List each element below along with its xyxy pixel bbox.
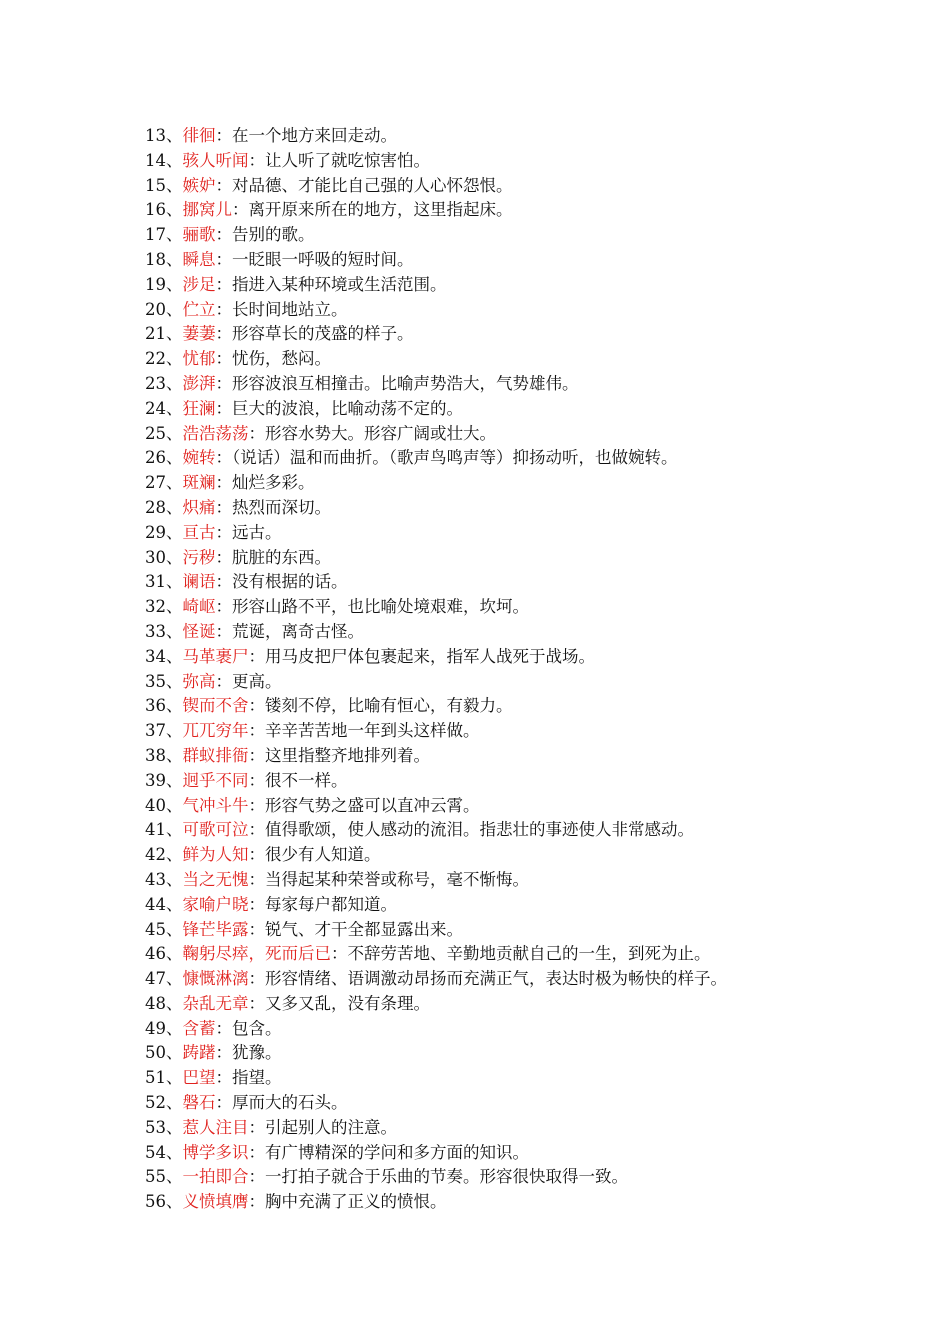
vocab-entry [145,1091,925,1116]
vocab-entry [145,322,925,347]
vocab-entry [145,422,925,447]
entry-definition: （说话）温和而曲折。（歌声鸟鸣声等）抑扬动听，也做婉转。 [232,448,678,468]
entry-definition: 更高。 [232,671,282,691]
entry-term: 含蓄 [182,1018,216,1038]
entry-number: 44、 [145,894,183,914]
vocab-entry [145,694,925,719]
entry-number: 43、 [145,869,183,889]
entry-number: 22、 [145,349,183,369]
entry-number: 53、 [145,1117,183,1137]
entry-colon: ： [215,1018,232,1038]
entry-number: 51、 [145,1068,183,1088]
entry-term: 澎湃 [182,373,216,393]
entry-colon: ： [215,597,232,617]
entry-definition: 灿烂多彩。 [232,473,315,493]
entry-term: 亘古 [182,522,216,542]
entry-term: 浩浩荡荡 [182,423,249,443]
entry-number: 18、 [145,249,183,269]
vocab-entry [145,546,925,571]
entry-term: 徘徊 [182,126,216,145]
entry-term: 怪诞 [182,621,216,641]
entry-colon: ： [215,274,232,294]
entry-number: 40、 [145,795,183,815]
entry-colon: ： [248,894,265,914]
entry-definition: 镂刻不停，比喻有恒心，有毅力。 [265,696,513,716]
vocab-entry [145,124,925,149]
entry-colon: ： [215,175,232,195]
entry-number: 47、 [145,969,183,989]
entry-colon: ： [215,448,232,468]
vocab-entry [145,174,925,199]
entry-colon: ： [215,398,232,418]
entry-colon: ： [215,299,232,319]
entry-number: 29、 [145,522,183,542]
entry-colon: ： [248,919,265,939]
vocab-entry [145,1165,925,1190]
entry-term: 嫉妒 [182,175,216,195]
entry-definition: 在一个地方来回走动。 [232,126,397,145]
entry-definition: 指望。 [232,1068,282,1088]
entry-colon: ： [215,1043,232,1063]
vocab-entry [145,446,925,471]
vocab-entry [145,521,925,546]
entry-number: 15、 [145,175,183,195]
vocab-entry [145,670,925,695]
vocab-entry [145,149,925,174]
entry-definition: 当得起某种荣誉或称号，毫不惭悔。 [265,869,529,889]
entry-colon: ： [248,795,265,815]
entry-definition: 离开原来所在的地方，这里指起床。 [248,200,513,220]
entry-number: 33、 [145,621,183,641]
vocab-entry [145,298,925,323]
entry-number: 52、 [145,1093,183,1113]
entry-term: 炽痛 [182,497,216,517]
entry-number: 14、 [145,150,183,170]
entry-term: 崎岖 [182,597,216,617]
entry-number: 54、 [145,1142,183,1162]
vocab-entry [145,1017,925,1042]
entry-number: 42、 [145,845,183,865]
entry-term: 气冲斗牛 [182,795,249,815]
entry-colon: ： [215,497,232,517]
entry-colon: ： [215,1093,232,1113]
entry-number: 45、 [145,919,183,939]
vocab-entry [145,248,925,273]
entry-definition: 肮脏的东西。 [232,547,331,567]
entry-colon: ： [215,621,232,641]
entry-number: 37、 [145,721,183,741]
entry-colon: ： [215,249,232,269]
entry-definition: 辛辛苦苦地一年到头这样做。 [265,721,480,741]
entry-number: 35、 [145,671,183,691]
entry-definition: 一打拍子就合于乐曲的节奏。形容很快取得一致。 [265,1167,628,1187]
entry-definition: 胸中充满了正义的愤恨。 [265,1192,447,1212]
entry-number: 39、 [145,770,183,790]
entry-number: 30、 [145,547,183,567]
entry-definition: 包含。 [232,1018,282,1038]
entry-number: 25、 [145,423,183,443]
entry-term: 迥乎不同 [182,770,249,790]
entry-term: 狂澜 [182,398,216,418]
entry-definition: 形容草长的茂盛的样子。 [232,324,414,344]
entry-term: 慷慨淋漓 [182,969,249,989]
vocab-entry [145,1066,925,1091]
entry-term: 磐石 [182,1093,216,1113]
vocab-entry [145,273,925,298]
entry-colon: ： [248,993,265,1013]
entry-term: 忧郁 [182,349,216,369]
entry-colon: ： [248,721,265,741]
entry-colon: ： [248,1167,265,1187]
entry-colon: ： [215,522,232,542]
entry-term: 挪窝儿 [182,200,232,220]
vocab-entry [145,372,925,397]
entry-number: 24、 [145,398,183,418]
vocab-entry [145,471,925,496]
entry-definition: 犹豫。 [232,1043,282,1063]
vocab-entry [145,1116,925,1141]
entry-number: 34、 [145,646,183,666]
entry-colon: ： [248,1192,265,1212]
entry-definition: 长时间地站立。 [232,299,348,319]
entry-number: 21、 [145,324,183,344]
entry-colon: ： [215,373,232,393]
entry-term: 锋芒毕露 [182,919,249,939]
entry-definition: 有广博精深的学问和多方面的知识。 [265,1142,529,1162]
entry-definition: 锐气、才干全都显露出来。 [265,919,463,939]
entry-colon: ： [248,869,265,889]
entry-term: 踌躇 [182,1043,216,1063]
entry-number: 55、 [145,1167,183,1187]
entry-colon: ： [215,671,232,691]
entry-definition: 荒诞，离奇古怪。 [232,621,364,641]
vocab-entry [145,347,925,372]
entry-number: 31、 [145,572,183,592]
vocab-entry [145,719,925,744]
entry-colon: ： [248,969,265,989]
entry-number: 50、 [145,1043,183,1063]
entry-number: 48、 [145,993,183,1013]
entry-definition: 不辞劳苦地、辛勤地贡献自己的一生，到死为止。 [347,944,711,964]
entry-term: 污秽 [182,547,216,567]
entry-number: 32、 [145,597,183,617]
entry-definition: 用马皮把尸体包裹起来，指军人战死于战场。 [265,646,595,666]
entry-term: 惹人注目 [182,1117,249,1137]
entry-colon: ： [248,1142,265,1162]
entry-term: 骇人听闻 [182,150,249,170]
entry-term: 当之无愧 [182,869,249,889]
entry-term: 义愤填膺 [182,1192,249,1212]
entry-definition: 对品德、才能比自己强的人心怀怨恨。 [232,175,513,195]
entry-definition: 忧伤，愁闷。 [232,349,331,369]
entry-definition: 形容山路不平，也比喻处境艰难，坎坷。 [232,597,529,617]
vocab-entry [145,769,925,794]
vocab-entry [145,1190,925,1215]
entry-number: 46、 [145,944,183,964]
vocab-entry [145,496,925,521]
entry-term: 萋萋 [182,324,216,344]
vocab-entry [145,1041,925,1066]
entry-number: 20、 [145,299,183,319]
entry-definition: 引起别人的注意。 [265,1117,397,1137]
entry-term: 可歌可泣 [182,820,249,840]
vocab-entry [145,1141,925,1166]
entry-definition: 很不一样。 [265,770,348,790]
entry-number: 16、 [145,200,183,220]
entry-term: 马革裹尸 [182,646,249,666]
entry-term: 博学多识 [182,1142,249,1162]
entry-number: 26、 [145,448,183,468]
entry-colon: ： [215,547,232,567]
entry-term: 锲而不舍 [182,696,249,716]
entry-number: 49、 [145,1018,183,1038]
vocab-entry [145,645,925,670]
entry-number: 28、 [145,497,183,517]
entry-definition: 每家每户都知道。 [265,894,397,914]
vocab-entry [145,744,925,769]
entry-definition: 形容气势之盛可以直冲云霄。 [265,795,480,815]
entry-definition: 又多又乱，没有条理。 [265,993,430,1013]
vocab-entry [145,595,925,620]
entry-colon: ： [215,473,232,493]
entry-number: 23、 [145,373,183,393]
entry-colon: ： [248,820,265,840]
entry-definition: 热烈而深切。 [232,497,331,517]
entry-term: 涉足 [182,274,216,294]
entry-definition: 形容情绪、语调激动昂扬而充满正气，表达时极为畅快的样子。 [265,969,727,989]
entry-number: 17、 [145,225,183,245]
vocab-entry [145,967,925,992]
vocab-entry [145,198,925,223]
entry-number: 19、 [145,274,183,294]
vocab-entry [145,918,925,943]
entry-colon: ： [248,646,265,666]
entry-number: 56、 [145,1192,183,1212]
vocab-entry [145,942,925,967]
entry-colon: ： [215,572,232,592]
entry-colon: ： [248,770,265,790]
entry-colon: ： [215,225,232,245]
entry-definition: 形容波浪互相撞击。比喻声势浩大，气势雄伟。 [232,373,579,393]
vocab-entry [145,620,925,645]
entry-term: 斑斓 [182,473,216,493]
entry-term: 群蚁排衙 [182,745,249,765]
entry-colon: ： [248,1117,265,1137]
entry-definition: 没有根据的话。 [232,572,348,592]
entry-definition: 指进入某种环境或生活范围。 [232,274,447,294]
entry-number: 38、 [145,745,183,765]
entry-colon: ： [331,944,348,964]
entry-colon: ： [248,423,265,443]
entry-definition: 巨大的波浪，比喻动荡不定的。 [232,398,463,418]
entry-colon: ： [248,845,265,865]
entry-definition: 一眨眼一呼吸的短时间。 [232,249,414,269]
entry-definition: 远古。 [232,522,282,542]
entry-term: 鞠躬尽瘁，死而后已 [182,944,331,964]
entry-colon: ： [248,696,265,716]
entry-colon: ： [215,349,232,369]
entry-term: 一拍即合 [182,1167,249,1187]
entry-number: 36、 [145,696,183,716]
entry-term: 弥高 [182,671,216,691]
vocab-entry [145,397,925,422]
entry-definition: 厚而大的石头。 [232,1093,348,1113]
entry-colon: ： [215,126,232,145]
entry-term: 兀兀穷年 [182,721,249,741]
entry-number: 27、 [145,473,183,493]
entry-colon: ： [215,1068,232,1088]
entry-term: 瞬息 [182,249,216,269]
entry-colon: ： [232,200,249,220]
vocab-entry [145,868,925,893]
entry-definition: 很少有人知道。 [265,845,381,865]
entry-definition: 形容水势大。形容广阔或壮大。 [265,423,496,443]
vocabulary-list [145,124,925,1215]
entry-term: 巴望 [182,1068,216,1088]
vocab-entry [145,818,925,843]
entry-term: 谰语 [182,572,216,592]
entry-number: 13、 [145,126,183,145]
entry-term: 伫立 [182,299,216,319]
entry-term: 杂乱无章 [182,993,249,1013]
entry-colon: ： [248,745,265,765]
entry-definition: 值得歌颂，使人感动的流泪。指悲壮的事迹使人非常感动。 [265,820,694,840]
entry-colon: ： [248,150,265,170]
entry-colon: ： [215,324,232,344]
entry-number: 41、 [145,820,183,840]
entry-term: 鲜为人知 [182,845,249,865]
entry-term: 婉转 [182,448,216,468]
entry-definition: 这里指整齐地排列着。 [265,745,430,765]
entry-term: 骊歌 [182,225,216,245]
vocab-entry [145,843,925,868]
vocab-entry [145,794,925,819]
entry-term: 家喻户晓 [182,894,249,914]
vocab-entry [145,223,925,248]
vocab-entry [145,992,925,1017]
entry-definition: 告别的歌。 [232,225,315,245]
vocab-entry [145,893,925,918]
vocab-entry [145,570,925,595]
entry-definition: 让人听了就吃惊害怕。 [265,150,430,170]
